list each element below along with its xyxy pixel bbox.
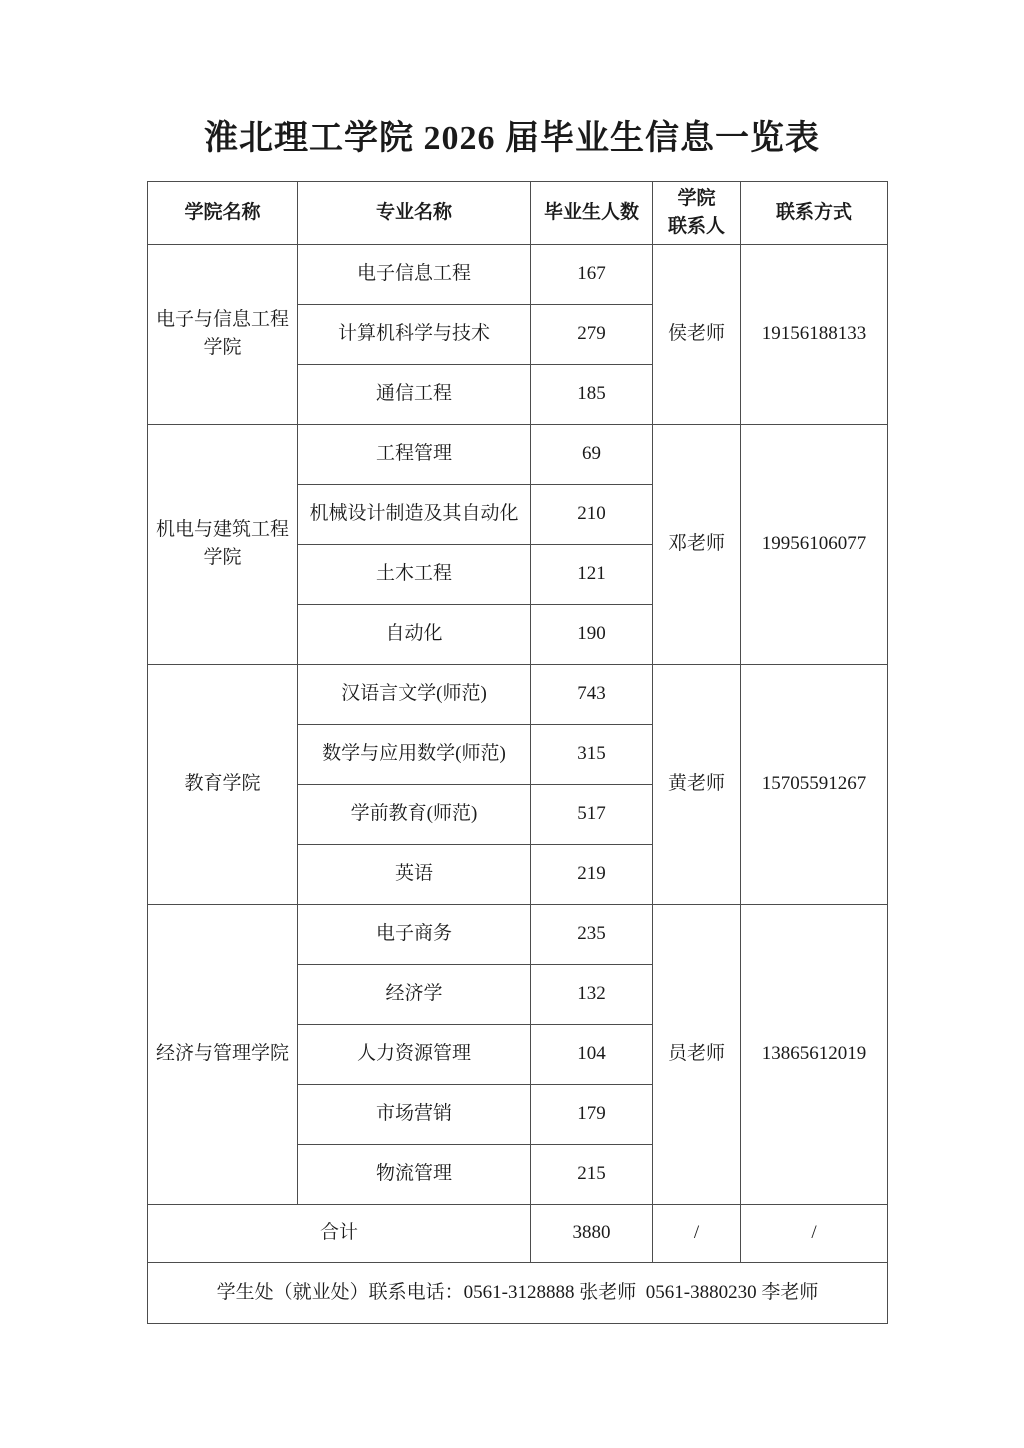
grad-count-cell: 185 xyxy=(531,364,653,424)
major-name-cell: 通信工程 xyxy=(298,364,531,424)
major-name-cell: 土木工程 xyxy=(298,544,531,604)
contact-phone-cell: 13865612019 xyxy=(741,904,888,1204)
college-name-cell: 机电与建筑工程学院 xyxy=(148,424,298,664)
contact-person-cell: 员老师 xyxy=(653,904,741,1204)
major-name-cell: 电子信息工程 xyxy=(298,244,531,304)
col-header-contact-person-line1: 学院 xyxy=(677,187,716,209)
college-name-cell: 电子与信息工程学院 xyxy=(148,244,298,424)
grad-count-cell: 121 xyxy=(531,544,653,604)
college-name-cell: 经济与管理学院 xyxy=(148,904,298,1204)
major-name-cell: 英语 xyxy=(298,844,531,904)
major-name-cell: 经济学 xyxy=(298,964,531,1024)
contact-person-cell: 黄老师 xyxy=(653,664,741,904)
col-header-college: 学院名称 xyxy=(148,181,298,244)
grad-count-cell: 279 xyxy=(531,304,653,364)
grad-count-cell: 517 xyxy=(531,784,653,844)
graduates-table xyxy=(147,181,888,1324)
major-name-cell: 计算机科学与技术 xyxy=(298,304,531,364)
grad-count-cell: 215 xyxy=(531,1144,653,1204)
major-name-cell: 汉语言文学(师范) xyxy=(298,664,531,724)
grad-count-cell: 190 xyxy=(531,604,653,664)
major-row xyxy=(148,424,888,484)
header-row xyxy=(148,181,888,244)
major-name-cell: 数学与应用数学(师范) xyxy=(298,724,531,784)
grad-count-cell: 315 xyxy=(531,724,653,784)
grad-count-cell: 235 xyxy=(531,904,653,964)
total-count-cell: 3880 xyxy=(531,1204,653,1262)
grad-count-cell: 69 xyxy=(531,424,653,484)
contact-phone-cell: 19156188133 xyxy=(741,244,888,424)
major-row xyxy=(148,664,888,724)
col-header-grad-count: 毕业生人数 xyxy=(531,181,653,244)
grad-count-cell: 167 xyxy=(531,244,653,304)
contact-person-cell: 邓老师 xyxy=(653,424,741,664)
college-name-cell: 教育学院 xyxy=(148,664,298,904)
total-phone-cell: / xyxy=(741,1204,888,1262)
col-header-contact-person xyxy=(653,181,741,244)
grad-count-cell: 104 xyxy=(531,1024,653,1084)
major-name-cell: 学前教育(师范) xyxy=(298,784,531,844)
page-title: 淮北理工学院 2026 届毕业生信息一览表 xyxy=(204,120,820,157)
grad-count-cell: 179 xyxy=(531,1084,653,1144)
major-name-cell: 人力资源管理 xyxy=(298,1024,531,1084)
major-name-cell: 电子商务 xyxy=(298,904,531,964)
grad-count-cell: 219 xyxy=(531,844,653,904)
col-header-contact-info: 联系方式 xyxy=(741,181,888,244)
major-name-cell: 市场营销 xyxy=(298,1084,531,1144)
total-contact-cell: / xyxy=(653,1204,741,1262)
major-row xyxy=(148,244,888,304)
total-label-cell: 合计 xyxy=(148,1204,531,1262)
footer-row xyxy=(148,1262,888,1323)
major-name-cell: 自动化 xyxy=(298,604,531,664)
contact-person-cell: 侯老师 xyxy=(653,244,741,424)
col-header-major: 专业名称 xyxy=(298,181,531,244)
contact-phone-cell: 19956106077 xyxy=(741,424,888,664)
major-name-cell: 物流管理 xyxy=(298,1144,531,1204)
grad-count-cell: 743 xyxy=(531,664,653,724)
contact-phone-cell: 15705591267 xyxy=(741,664,888,904)
footer-note: 学生处（就业处）联系电话：0561-3128888 张老师 0561-3880230 李老师 xyxy=(148,1262,888,1323)
major-name-cell: 机械设计制造及其自动化 xyxy=(298,484,531,544)
grad-count-cell: 132 xyxy=(531,964,653,1024)
major-name-cell: 工程管理 xyxy=(298,424,531,484)
graduates-table-body xyxy=(148,244,888,1204)
grad-count-cell: 210 xyxy=(531,484,653,544)
col-header-contact-person-line2: 联系人 xyxy=(667,215,725,237)
major-row xyxy=(148,904,888,964)
total-row xyxy=(148,1204,888,1262)
